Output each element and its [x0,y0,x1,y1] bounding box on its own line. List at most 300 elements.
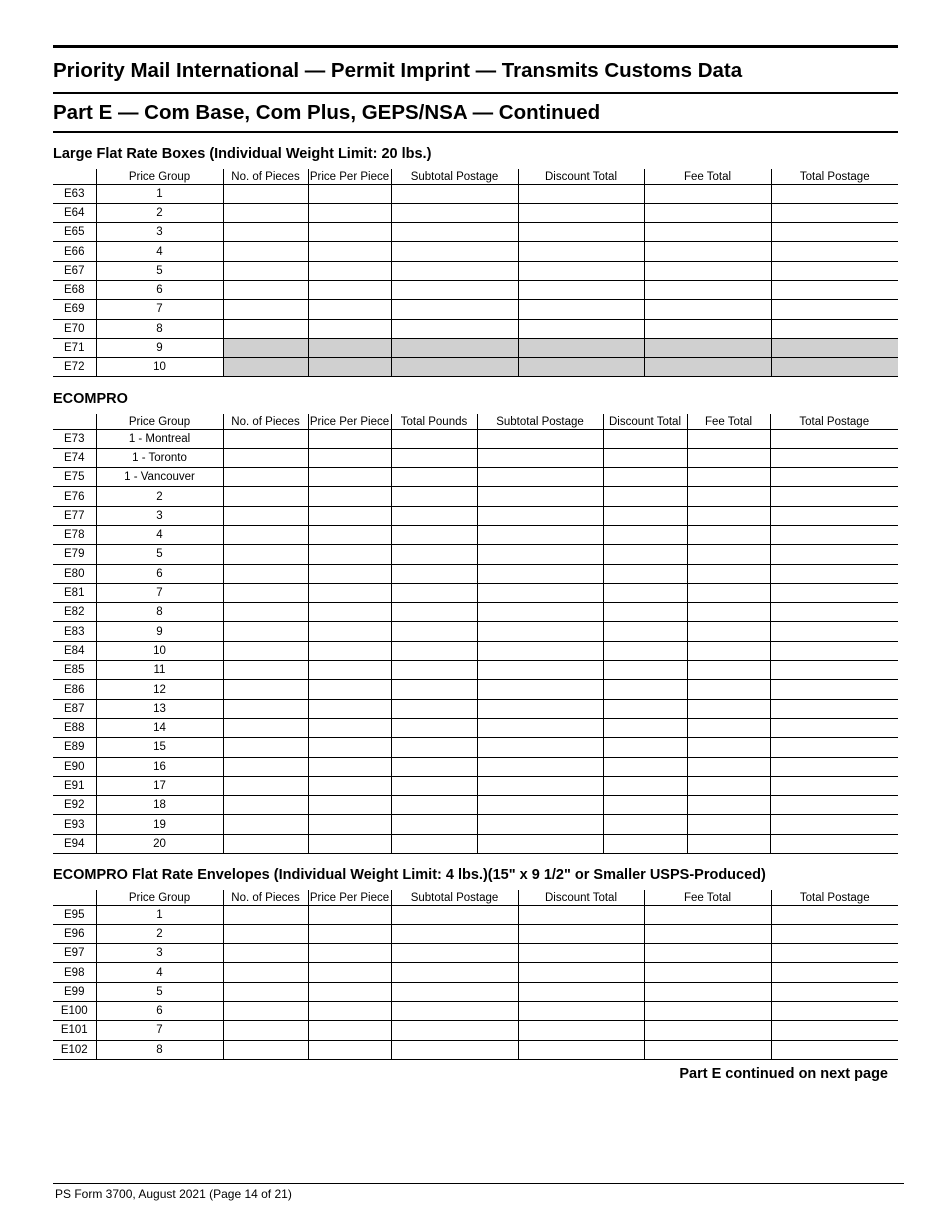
entry-field[interactable] [518,1040,644,1059]
entry-field[interactable] [391,184,518,203]
table-row [53,641,898,660]
entry-field[interactable] [771,223,898,242]
table-header-row [53,169,898,184]
entry-field[interactable] [644,944,771,963]
entry-field[interactable] [687,622,770,641]
entry-field[interactable] [518,300,644,319]
entry-field[interactable] [770,506,898,525]
entry-field[interactable] [603,776,687,795]
entry-field [391,338,518,357]
line-number: E82 [53,603,96,622]
entry-field[interactable] [477,718,603,737]
entry-field[interactable] [603,603,687,622]
entry-field[interactable] [644,1021,771,1040]
entry-field[interactable] [391,280,518,299]
entry-field[interactable] [518,261,644,280]
entry-field[interactable] [771,280,898,299]
entry-field[interactable] [518,924,644,943]
entry-field[interactable] [687,680,770,699]
price-group-cell: 5 [96,982,223,1001]
entry-field[interactable] [308,699,391,718]
entry-field[interactable] [477,429,603,448]
entry-field[interactable] [308,944,391,963]
entry-field[interactable] [770,680,898,699]
entry-field[interactable] [308,622,391,641]
table-row [53,564,898,583]
entry-field[interactable] [518,905,644,924]
entry-field[interactable] [770,583,898,602]
entry-field[interactable] [308,280,391,299]
entry-field[interactable] [771,203,898,222]
price-group-cell: 7 [96,583,223,602]
entry-field[interactable] [770,448,898,467]
entry-field[interactable] [308,738,391,757]
entry-field[interactable] [391,796,477,815]
entry-field[interactable] [603,583,687,602]
entry-field[interactable] [477,525,603,544]
entry-field[interactable] [771,963,898,982]
entry-field[interactable] [770,487,898,506]
entry-field[interactable] [687,738,770,757]
entry-field[interactable] [391,583,477,602]
entry-field[interactable] [477,622,603,641]
entry-field[interactable] [518,242,644,261]
entry-field[interactable] [771,905,898,924]
entry-field[interactable] [770,525,898,544]
entry-field[interactable] [308,1040,391,1059]
table-row [53,487,898,506]
entry-field[interactable] [223,506,308,525]
entry-field[interactable] [687,796,770,815]
entry-field[interactable] [391,661,477,680]
entry-field[interactable] [771,319,898,338]
entry-field[interactable] [223,699,308,718]
entry-field[interactable] [687,699,770,718]
column-header: No. of Pieces [223,169,308,184]
entry-field[interactable] [391,834,477,853]
line-number: E91 [53,776,96,795]
entry-field[interactable] [477,796,603,815]
entry-field[interactable] [477,680,603,699]
entry-field[interactable] [477,487,603,506]
entry-field[interactable] [223,796,308,815]
price-group-cell: 8 [96,603,223,622]
entry-field[interactable] [603,525,687,544]
entry-field[interactable] [518,184,644,203]
entry-field[interactable] [770,468,898,487]
entry-field[interactable] [308,924,391,943]
line-number: E74 [53,448,96,467]
entry-field[interactable] [391,261,518,280]
entry-field[interactable] [391,680,477,699]
entry-field[interactable] [603,545,687,564]
column-header: Total Postage [771,890,898,905]
table-row [53,924,898,943]
entry-field[interactable] [308,776,391,795]
entry-field[interactable] [308,834,391,853]
entry-field[interactable] [223,718,308,737]
entry-field[interactable] [477,468,603,487]
entry-field[interactable] [308,796,391,815]
line-number: E98 [53,963,96,982]
entry-field[interactable] [603,834,687,853]
entry-field[interactable] [391,429,477,448]
entry-field[interactable] [770,564,898,583]
entry-field[interactable] [477,757,603,776]
entry-field[interactable] [223,603,308,622]
price-group-cell: 4 [96,525,223,544]
price-group-cell: 11 [96,661,223,680]
entry-field[interactable] [603,622,687,641]
entry-field[interactable] [223,622,308,641]
entry-field[interactable] [308,448,391,467]
price-group-cell: 2 [96,203,223,222]
entry-field[interactable] [770,545,898,564]
entry-field[interactable] [308,603,391,622]
entry-field[interactable] [223,680,308,699]
entry-field[interactable] [223,924,308,943]
entry-field[interactable] [223,242,308,261]
entry-field[interactable] [770,738,898,757]
line-number: E101 [53,1021,96,1040]
entry-field[interactable] [518,1001,644,1020]
entry-field[interactable] [308,429,391,448]
line-number: E95 [53,905,96,924]
line-number: E75 [53,468,96,487]
entry-field[interactable] [391,944,518,963]
entry-field[interactable] [308,242,391,261]
entry-field[interactable] [687,545,770,564]
entry-field[interactable] [391,487,477,506]
title-divider [53,92,898,94]
entry-field[interactable] [603,718,687,737]
entry-field[interactable] [518,982,644,1001]
entry-field[interactable] [308,680,391,699]
entry-field[interactable] [644,1040,771,1059]
entry-field[interactable] [644,223,771,242]
entry-field[interactable] [391,1040,518,1059]
entry-field [518,338,644,357]
entry-field[interactable] [391,924,518,943]
entry-field[interactable] [391,1001,518,1020]
entry-field[interactable] [603,429,687,448]
entry-field[interactable] [391,776,477,795]
entry-field[interactable] [687,776,770,795]
entry-field[interactable] [771,1040,898,1059]
entry-field[interactable] [391,223,518,242]
entry-field[interactable] [477,506,603,525]
entry-field[interactable] [477,776,603,795]
entry-field[interactable] [771,184,898,203]
entry-field[interactable] [308,718,391,737]
entry-field[interactable] [223,487,308,506]
price-group-cell: 10 [96,641,223,660]
entry-field[interactable] [308,525,391,544]
entry-field[interactable] [770,757,898,776]
entry-field[interactable] [603,468,687,487]
entry-field[interactable] [644,242,771,261]
entry-field[interactable] [391,1021,518,1040]
entry-field[interactable] [308,1021,391,1040]
entry-field[interactable] [644,963,771,982]
price-group-cell: 1 - Montreal [96,429,223,448]
entry-field[interactable] [223,468,308,487]
entry-field[interactable] [391,319,518,338]
entry-field[interactable] [391,963,518,982]
entry-field[interactable] [477,603,603,622]
entry-field[interactable] [771,242,898,261]
entry-field[interactable] [223,905,308,924]
entry-field[interactable] [223,261,308,280]
entry-field[interactable] [603,699,687,718]
price-group-cell: 17 [96,776,223,795]
entry-field[interactable] [223,564,308,583]
entry-field[interactable] [603,815,687,834]
entry-field[interactable] [223,661,308,680]
table-row [53,319,898,338]
entry-field[interactable] [477,661,603,680]
entry-field[interactable] [603,757,687,776]
entry-field[interactable] [223,738,308,757]
entry-field[interactable] [644,924,771,943]
entry-field[interactable] [603,796,687,815]
entry-field [308,338,391,357]
line-number: E65 [53,223,96,242]
entry-field[interactable] [770,429,898,448]
continued-note: Part E continued on next page [679,1066,888,1082]
table-row [53,358,898,377]
entry-field[interactable] [603,738,687,757]
entry-field[interactable] [477,448,603,467]
entry-field[interactable] [391,641,477,660]
entry-field[interactable] [518,944,644,963]
entry-field[interactable] [308,564,391,583]
entry-field[interactable] [770,815,898,834]
entry-field[interactable] [391,564,477,583]
entry-field[interactable] [391,982,518,1001]
entry-field[interactable] [644,982,771,1001]
entry-field[interactable] [223,1021,308,1040]
line-number: E93 [53,815,96,834]
entry-field[interactable] [687,815,770,834]
entry-field[interactable] [603,661,687,680]
entry-field[interactable] [477,641,603,660]
entry-field[interactable] [391,603,477,622]
entry-field[interactable] [391,545,477,564]
entry-field[interactable] [477,815,603,834]
entry-field [223,338,308,357]
entry-field[interactable] [687,525,770,544]
entry-field[interactable] [644,319,771,338]
entry-field[interactable] [223,448,308,467]
entry-field[interactable] [308,661,391,680]
entry-field[interactable] [391,738,477,757]
entry-field[interactable] [308,982,391,1001]
entry-field[interactable] [770,776,898,795]
price-group-cell: 6 [96,1001,223,1020]
entry-field[interactable] [391,242,518,261]
part-divider [53,131,898,133]
entry-field[interactable] [223,184,308,203]
entry-field[interactable] [223,203,308,222]
large-flat-rate-title: Large Flat Rate Boxes (Individual Weight Limit: 20 lbs.) [53,146,432,162]
line-number: E99 [53,982,96,1001]
entry-field[interactable] [687,487,770,506]
entry-field[interactable] [308,487,391,506]
entry-field[interactable] [308,583,391,602]
entry-field[interactable] [391,905,518,924]
entry-field[interactable] [391,203,518,222]
entry-field[interactable] [391,506,477,525]
entry-field[interactable] [687,564,770,583]
entry-field[interactable] [687,603,770,622]
entry-field[interactable] [223,982,308,1001]
entry-field[interactable] [518,319,644,338]
entry-field[interactable] [308,905,391,924]
column-header: Price Per Piece [309,415,390,428]
entry-field[interactable] [223,834,308,853]
entry-field[interactable] [687,506,770,525]
entry-field[interactable] [687,583,770,602]
entry-field[interactable] [223,1001,308,1020]
entry-field[interactable] [687,641,770,660]
entry-field[interactable] [308,757,391,776]
entry-field[interactable] [308,223,391,242]
line-number: E76 [53,487,96,506]
entry-field[interactable] [308,506,391,525]
entry-field[interactable] [771,1021,898,1040]
entry-field[interactable] [603,564,687,583]
entry-field[interactable] [477,699,603,718]
column-header: Total Postage [770,414,898,429]
entry-field[interactable] [308,815,391,834]
entry-field[interactable] [644,300,771,319]
entry-field[interactable] [391,757,477,776]
entry-field[interactable] [391,699,477,718]
table-row [53,242,898,261]
entry-field[interactable] [644,261,771,280]
entry-field[interactable] [391,815,477,834]
entry-field[interactable] [603,641,687,660]
entry-field[interactable] [603,506,687,525]
entry-field[interactable] [308,300,391,319]
entry-field[interactable] [771,944,898,963]
entry-field[interactable] [687,757,770,776]
entry-field[interactable] [603,680,687,699]
entry-field[interactable] [223,583,308,602]
entry-field[interactable] [603,487,687,506]
entry-field [771,338,898,357]
entry-field[interactable] [223,757,308,776]
entry-field[interactable] [391,468,477,487]
entry-field[interactable] [770,641,898,660]
entry-field[interactable] [518,1021,644,1040]
entry-field[interactable] [771,300,898,319]
entry-field[interactable] [770,603,898,622]
line-number: E92 [53,796,96,815]
entry-field[interactable] [477,545,603,564]
entry-field[interactable] [308,468,391,487]
entry-field[interactable] [308,319,391,338]
table-row [53,1040,898,1059]
entry-field[interactable] [770,834,898,853]
table-row [53,944,898,963]
entry-field[interactable] [687,429,770,448]
entry-field[interactable] [518,203,644,222]
entry-field[interactable] [223,776,308,795]
entry-field[interactable] [308,1001,391,1020]
line-number: E97 [53,944,96,963]
entry-field[interactable] [308,203,391,222]
entry-field[interactable] [518,223,644,242]
entry-field[interactable] [223,944,308,963]
entry-field[interactable] [308,184,391,203]
entry-field[interactable] [770,796,898,815]
entry-field[interactable] [687,718,770,737]
column-header: Discount Total [603,414,687,429]
entry-field[interactable] [391,300,518,319]
entry-field[interactable] [223,963,308,982]
entry-field[interactable] [687,448,770,467]
entry-field[interactable] [771,924,898,943]
entry-field[interactable] [518,280,644,299]
entry-field[interactable] [644,184,771,203]
entry-field[interactable] [644,203,771,222]
entry-field[interactable] [223,300,308,319]
entry-field[interactable] [477,738,603,757]
entry-field[interactable] [770,699,898,718]
entry-field[interactable] [391,525,477,544]
entry-field[interactable] [771,261,898,280]
entry-field[interactable] [687,834,770,853]
entry-field[interactable] [477,564,603,583]
entry-field[interactable] [771,1001,898,1020]
entry-field[interactable] [644,905,771,924]
entry-field[interactable] [308,963,391,982]
entry-field[interactable] [223,641,308,660]
entry-field[interactable] [644,1001,771,1020]
entry-field[interactable] [391,718,477,737]
entry-field[interactable] [603,448,687,467]
entry-field[interactable] [770,622,898,641]
entry-field[interactable] [771,982,898,1001]
entry-field[interactable] [687,661,770,680]
entry-field[interactable] [223,319,308,338]
entry-field[interactable] [770,718,898,737]
entry-field[interactable] [477,834,603,853]
entry-field[interactable] [308,545,391,564]
entry-field[interactable] [518,963,644,982]
entry-field[interactable] [687,468,770,487]
entry-field[interactable] [477,583,603,602]
top-rule [53,45,898,48]
entry-field[interactable] [391,622,477,641]
entry-field[interactable] [223,280,308,299]
entry-field[interactable] [644,280,771,299]
entry-field[interactable] [391,448,477,467]
entry-field[interactable] [308,261,391,280]
entry-field[interactable] [223,223,308,242]
entry-field[interactable] [223,815,308,834]
entry-field[interactable] [308,641,391,660]
entry-field[interactable] [223,1040,308,1059]
entry-field[interactable] [223,545,308,564]
entry-field[interactable] [223,525,308,544]
entry-field[interactable] [770,661,898,680]
entry-field[interactable] [223,429,308,448]
table-row [53,261,898,280]
table-row [53,506,898,525]
